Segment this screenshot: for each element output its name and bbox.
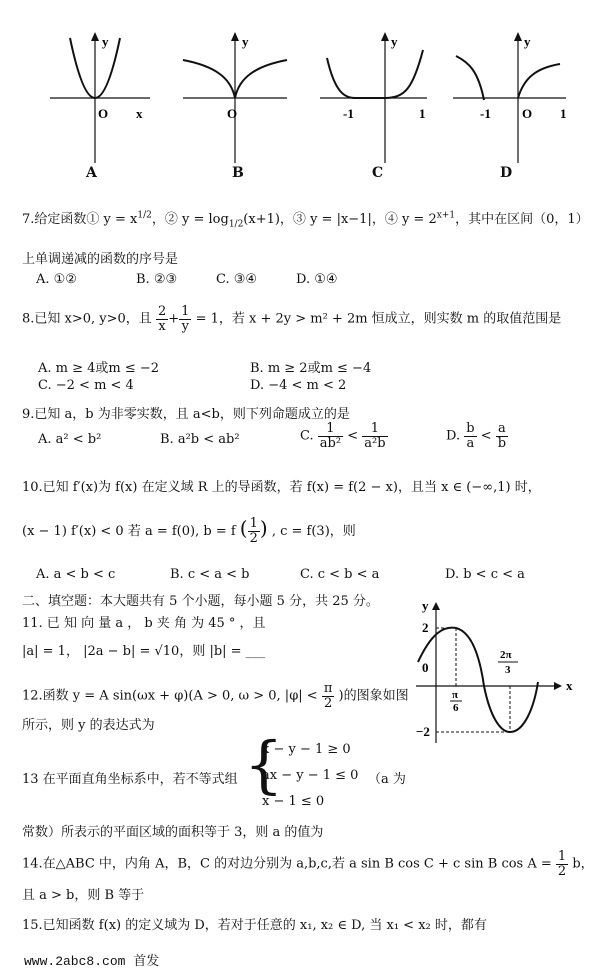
- q10-option-d: D. b < c < a: [445, 567, 525, 582]
- q8-post: = 1，若 x + 2y > m² + 2m 恒成立，则实数 m 的取值范围是: [195, 311, 562, 327]
- q7-f4: ，其中在区间（0，1）: [455, 212, 589, 227]
- q14-line1: 14.在△ABC 中，内角 A，B，C 的对边分别为 a,b,c,若 a sin B cos C + c sin B cos A = $\frac{1}{2}$ b，: [22, 849, 594, 879]
- q8-pre: 8.已知 x>0, y>0，且: [22, 311, 152, 327]
- q8-option-d: D. −4 < m < 2: [250, 378, 347, 393]
- graph-c-letter: C: [372, 165, 384, 181]
- q12-graph-two: 2: [422, 620, 429, 635]
- graph-a-y: y: [102, 34, 109, 49]
- q12-graph-3: 3: [505, 664, 511, 676]
- q11-line2: |a| = 1， |2a − b| = √10，则 |b| = ___: [22, 644, 266, 659]
- graph-b-y: y: [242, 34, 249, 49]
- graph-d: [448, 28, 578, 168]
- q13-brace: {: [244, 728, 284, 801]
- q9-option-d: D. $\frac{b}{a}$ < $\frac{a}{b}$: [446, 421, 507, 451]
- graph-b-o: O: [227, 106, 238, 121]
- q8-frac2: $\frac{1}{y}$: [181, 304, 190, 334]
- q7-option-a: A. ①②: [36, 272, 77, 287]
- q13-post: （a 为: [368, 772, 406, 787]
- graph-c-y: y: [391, 34, 398, 49]
- graph-d-letter: D: [500, 165, 513, 181]
- q12-graph-6: 6: [453, 702, 459, 714]
- section-2-heading: 二、填空题：本大题共有 5 个小题，每小题 5 分，共 25 分。: [22, 594, 379, 609]
- q12-graph-pi: π: [452, 689, 459, 701]
- graph-c-pos: 1: [419, 106, 426, 121]
- graph-d-o: O: [522, 106, 533, 121]
- q10-option-c: C. c < b < a: [300, 567, 380, 582]
- q7-f1: 7.给定函数① y = x: [22, 212, 138, 227]
- q8-stem: 8.已知 x>0, y>0，且 $\frac{2}{x}$ + $\frac{1}{y}$ = 1，若 x + 2y > m² + 2m 恒成立，则实数 m 的取值范围是: [22, 304, 562, 334]
- graph-a-x: x: [136, 106, 143, 121]
- q7-exp: 1/2: [137, 210, 152, 221]
- q7-logbase: 1/2: [228, 219, 244, 230]
- q8-option-a: A. m ≥ 4或m ≤ −2: [38, 361, 160, 376]
- q9-option-b: B. a²b < ab²: [160, 432, 240, 447]
- q10-line1: 10.已知 f′(x)为 f(x) 在定义域 R 上的导函数，若 f(x) = f(2 − x)，且当 x ∈ (−∞,1) 时，: [22, 480, 541, 495]
- q14-line2: 且 a > b，则 B 等于: [22, 888, 145, 903]
- q13-line2: 常数）所表示的平面区域的面积等于 3，则 a 的值为: [22, 825, 324, 840]
- q10-option-b: B. c < a < b: [170, 567, 250, 582]
- q13-ineq2: ax − y − 1 ≤ 0: [262, 768, 359, 783]
- q7-line2: 上单调递减的函数的序号是: [22, 252, 179, 267]
- q8-frac1: $\frac{2}{x}$: [157, 304, 167, 334]
- graph-c-neg: -1: [343, 106, 354, 121]
- q13-ineq3: x − 1 ≤ 0: [262, 794, 325, 809]
- q7-line1: [22, 208, 589, 230]
- graph-d-pos: 1: [560, 106, 567, 121]
- graph-d-neg: -1: [480, 106, 491, 121]
- graph-d-y: y: [524, 34, 531, 49]
- q13-pre: 13 在平面直角坐标系中，若不等式组: [22, 772, 238, 787]
- q12-graph-zero: 0: [422, 660, 429, 675]
- q12-graph-y: y: [422, 598, 429, 613]
- graph-a-o: O: [98, 106, 109, 121]
- q12-graph-x: x: [566, 678, 573, 693]
- q10-option-a: A. a < b < c: [36, 567, 116, 582]
- q7-option-b: B. ②③: [136, 272, 178, 287]
- q7-f2: ，② y = log: [151, 212, 229, 227]
- q11-line1: 11. 已 知 向 量 a ， b 夹 角 为 45 ° ，且: [22, 616, 266, 631]
- q7-option-d: D. ①④: [296, 272, 338, 287]
- q7-exp2: x+1: [436, 210, 456, 221]
- q12-line1: 12.函数 y = A sin(ωx + φ)(A > 0, ω > 0, |φ| < $\frac{\pi}{2}$ )的图象如图: [22, 681, 409, 711]
- graph-b: [175, 28, 295, 168]
- q12-graph-neg2: −2: [416, 724, 430, 739]
- q7-f3: (x+1)，③ y = |x−1|，④ y = 2: [243, 212, 437, 227]
- q9-stem: 9.已知 a，b 为非零实数，且 a<b，则下列命题成立的是: [22, 407, 350, 422]
- graph-a-letter: A: [86, 165, 97, 181]
- footer-watermark: www.2abc8.com 首发: [24, 954, 160, 969]
- q12-graph-2pi: 2π: [500, 649, 512, 661]
- graph-a: [40, 28, 160, 168]
- q10-line2: (x − 1) f′(x) < 0 若 a = f(0), b = f ( $\frac{1}{2}$ ) , c = f(3)，则: [22, 516, 356, 546]
- q7-option-c: C. ③④: [216, 272, 258, 287]
- q12-sine-graph: [408, 598, 588, 748]
- q8-option-b: B. m ≥ 2或m ≤ −4: [250, 361, 372, 376]
- q8-option-c: C. −2 < m < 4: [38, 378, 134, 393]
- q12-line2: 所示，则 y 的表达式为: [22, 718, 155, 733]
- q9-option-a: A. a² < b²: [38, 432, 102, 447]
- graph-c: [315, 28, 435, 168]
- graph-b-letter: B: [232, 165, 244, 181]
- q13-ineq1: x − y − 1 ≥ 0: [262, 742, 351, 757]
- q15-line1: 15.已知函数 f(x) 的定义域为 D，若对于任意的 x₁, x₂ ∈ D, 当 x₁ < x₂ 时，都有: [22, 918, 487, 933]
- q9-option-c: C. $\frac{1}{\text{ab²}}$ < $\frac{1}{\text{a²b}}$: [300, 421, 386, 451]
